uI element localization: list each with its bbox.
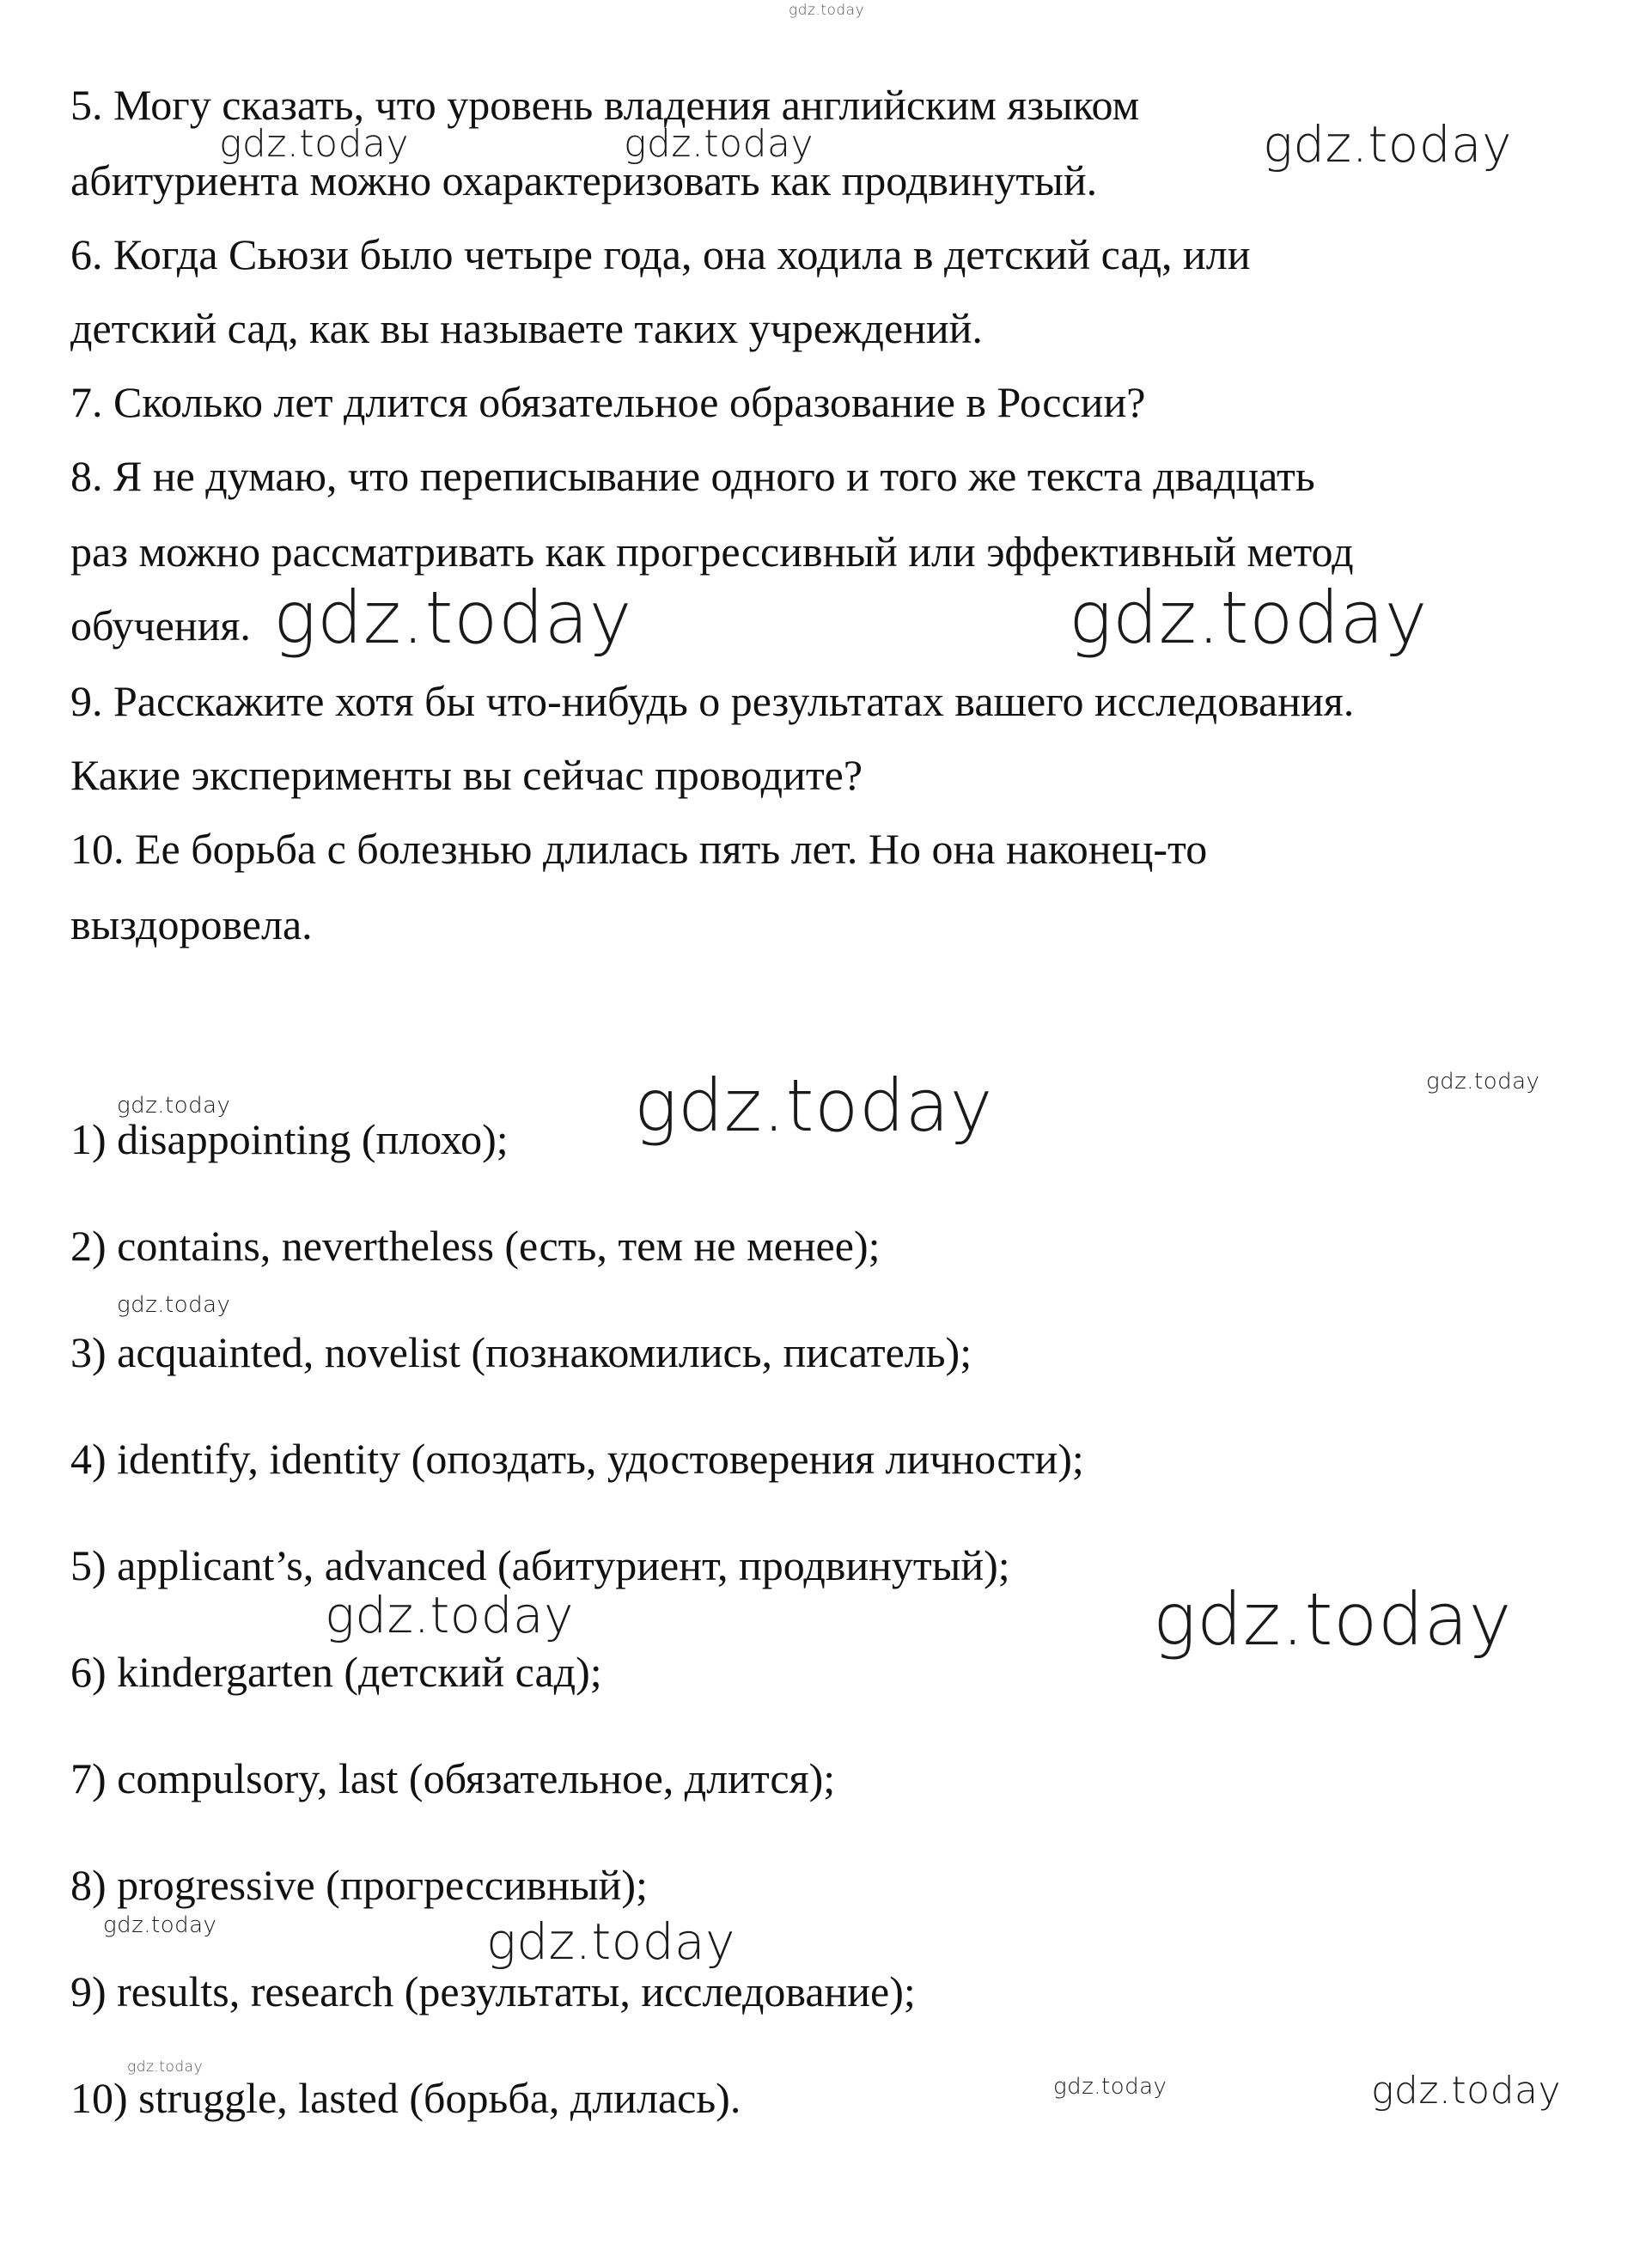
translation-line: 10. Ее борьба с болезнью длилась пять лет. Но она наконец-то [70, 825, 1208, 873]
watermark: gdz.today [219, 122, 410, 166]
translation-line: раз можно рассматривать как прогрессивный или эффективный метод [70, 527, 1354, 576]
watermark: gdz.today [117, 1292, 231, 1318]
watermark: gdz.today [1053, 2074, 1167, 2100]
watermark: gdz.today [103, 1912, 217, 1938]
watermark: gdz.today [624, 122, 814, 166]
translation-line: 5. Могу сказать, что уровень владения английским языком [70, 81, 1140, 129]
translation-line: 8. Я не думаю, что переписывание одного и того же текста двадцать [70, 452, 1315, 500]
answer-item: 5) applicant’s, advanced (абитуриент, продвинутый); [70, 1541, 1010, 1589]
watermark: gdz.today [325, 1586, 574, 1644]
watermark: gdz.today [1153, 1577, 1512, 1662]
watermark: gdz.today [634, 1064, 993, 1148]
translation-line: выздоровела. [70, 900, 313, 948]
translation-line: детский сад, как вы называете таких учреждений. [70, 304, 983, 352]
answer-item: 6) kindergarten (детский сад); [70, 1648, 602, 1696]
watermark: gdz.today [273, 576, 632, 660]
watermark: gdz.today [117, 1093, 231, 1119]
answer-item: 8) progressive (прогрессивный); [70, 1861, 648, 1909]
answer-item: 9) results, research (результаты, исследование); [70, 1967, 916, 2015]
watermark: gdz.today [1069, 576, 1428, 660]
translation-line: Какие эксперименты вы сейчас проводите? [70, 751, 863, 799]
translation-line: 7. Сколько лет длится обязательное образование в России? [70, 378, 1146, 426]
watermark: gdz.today [789, 2, 865, 19]
answer-item: 4) identify, identity (опоздать, удостоверения личности); [70, 1435, 1084, 1483]
translation-line: абитуриента можно охарактеризовать как продвинутый. [70, 156, 1098, 204]
watermark: gdz.today [1426, 1069, 1540, 1095]
watermark: gdz.today [1263, 115, 1512, 174]
answer-item: 2) contains, nevertheless (есть, тем не менее); [70, 1222, 881, 1270]
watermark: gdz.today [486, 1912, 735, 1971]
answer-item: 3) acquainted, novelist (познакомились, писатель); [70, 1328, 972, 1376]
answer-item: 1) disappointing (плохо); [70, 1115, 509, 1163]
answer-item: 10) struggle, lasted (борьба, длилась). [70, 2074, 741, 2122]
watermark: gdz.today [127, 2058, 204, 2076]
translation-line: 9. Расскажите хотя бы что-нибудь о результатах вашего исследования. [70, 677, 1355, 725]
watermark: gdz.today [1371, 2069, 1562, 2113]
translation-line: 6. Когда Сьюзи было четыре года, она ходила в детский сад, или [70, 230, 1251, 278]
translation-line: обучения. [70, 601, 251, 649]
answer-item: 7) compulsory, last (обязательное, длится); [70, 1754, 836, 1802]
